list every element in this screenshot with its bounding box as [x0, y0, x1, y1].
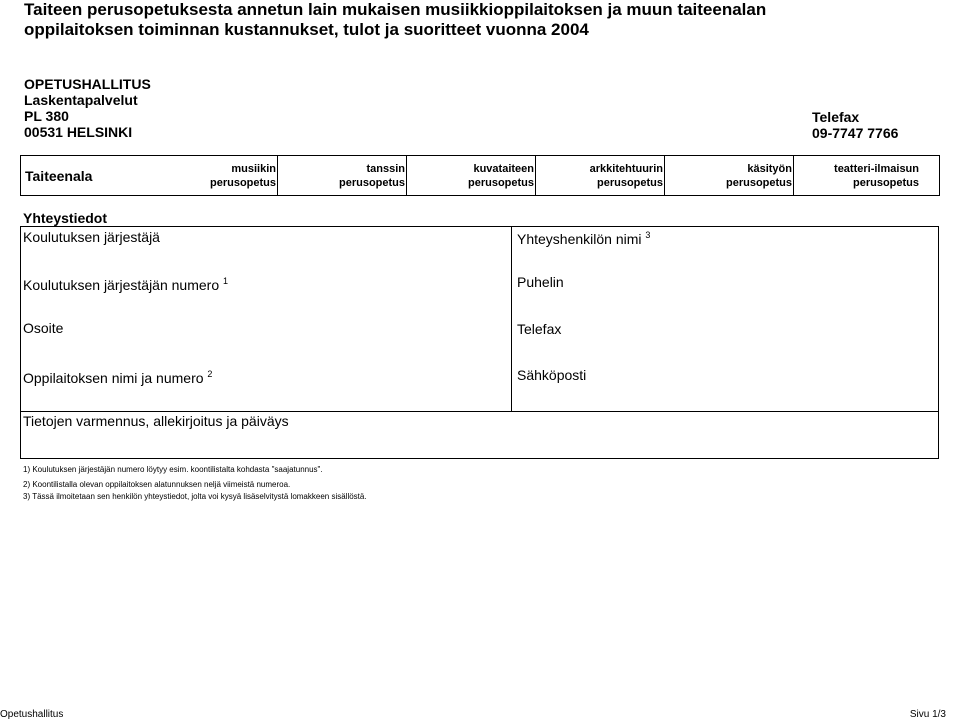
verification-label: Tietojen varmennus, allekirjoitus ja päiväys	[23, 413, 289, 429]
footer-page-number: Sivu 1/3	[909, 709, 946, 720]
verification-field[interactable]	[23, 413, 289, 429]
telefax-block	[812, 109, 898, 141]
art-field-theatre-line2: perusopetus	[852, 176, 919, 189]
footnote-2: 2) Koontilistalla olevan oppilaitoksen alatunnuksen neljä viimeistä numeroa.	[23, 480, 291, 489]
art-field-architecture-line1: arkkitehtuurin	[589, 162, 663, 175]
art-field-crafts-line1: käsityön	[747, 162, 792, 175]
art-field-table	[20, 155, 940, 196]
institution-footnote-ref: 2	[207, 369, 213, 379]
phone-label: Puhelin	[517, 274, 564, 290]
contact-row-divider	[20, 411, 939, 412]
art-field-crafts-line2: perusopetus	[725, 176, 792, 189]
address-field[interactable]	[23, 320, 63, 336]
address-po-box: PL 380	[24, 108, 69, 124]
title-line-1: Taiteen perusopetuksesta annetun lain mukaisen musiikkioppilaitoksen ja muun taiteenalan	[24, 0, 767, 19]
art-field-theatre-line1: teatteri-ilmaisun	[834, 162, 919, 175]
provider-label: Koulutuksen järjestäjä	[23, 229, 160, 245]
footnote-3: 3) Tässä ilmoitetaan sen henkilön yhteystiedot, jolta voi kysyä lisäselvitystä lomakkeen sisällöstä.	[23, 492, 367, 501]
phone-field[interactable]	[517, 274, 564, 290]
telefax-label: Telefax	[812, 109, 860, 125]
fax-field[interactable]	[517, 321, 561, 337]
provider-field[interactable]	[23, 229, 160, 245]
institution-label: Oppilaitoksen nimi ja numero	[23, 370, 204, 386]
art-field-music[interactable]	[164, 156, 277, 195]
title-line-2: oppilaitoksen toiminnan kustannukset, tulot ja suoritteet vuonna 2004	[24, 20, 589, 39]
art-field-dance[interactable]	[277, 156, 406, 195]
address-dept: Laskentapalvelut	[24, 92, 138, 108]
contact-person-field[interactable]	[517, 231, 650, 247]
art-field-architecture[interactable]	[535, 156, 664, 195]
provider-number-label: Koulutuksen järjestäjän numero	[23, 277, 220, 293]
page-title	[24, 0, 766, 40]
art-field-visual-arts-line2: perusopetus	[467, 176, 534, 189]
fax-label: Telefax	[517, 321, 562, 337]
contact-person-footnote-ref: 3	[645, 230, 651, 240]
footer-org: Opetushallitus	[0, 709, 64, 720]
provider-number-field[interactable]	[23, 277, 228, 293]
art-field-visual-arts-line1: kuvataiteen	[473, 162, 534, 175]
contact-person-label: Yhteyshenkilön nimi	[517, 231, 642, 247]
address-label: Osoite	[23, 320, 64, 336]
email-label: Sähköposti	[517, 367, 587, 383]
institution-field[interactable]	[23, 370, 212, 386]
art-field-dance-line2: perusopetus	[338, 176, 405, 189]
art-field-dance-line1: tanssin	[366, 162, 405, 175]
art-field-crafts[interactable]	[664, 156, 793, 195]
telefax-number: 09-7747 7766	[812, 125, 899, 141]
contact-column-divider	[511, 226, 512, 412]
contact-heading: Yhteystiedot	[23, 210, 108, 226]
address-org: OPETUSHALLITUS	[24, 76, 151, 92]
address-city: 00531 HELSINKI	[24, 124, 133, 140]
art-field-label: Taiteenala	[25, 167, 93, 184]
footnote-1: 1) Koulutuksen järjestäjän numero löytyy esim. koontilistalta kohdasta "saajatunnus".	[23, 465, 323, 474]
art-field-music-line1: musiikin	[231, 162, 276, 175]
art-field-theatre[interactable]	[793, 156, 927, 195]
recipient-address	[24, 76, 151, 140]
art-field-visual-arts[interactable]	[406, 156, 535, 195]
art-field-architecture-line2: perusopetus	[596, 176, 663, 189]
art-field-music-line2: perusopetus	[209, 176, 276, 189]
provider-number-footnote-ref: 1	[223, 276, 229, 286]
email-field[interactable]	[517, 367, 586, 383]
